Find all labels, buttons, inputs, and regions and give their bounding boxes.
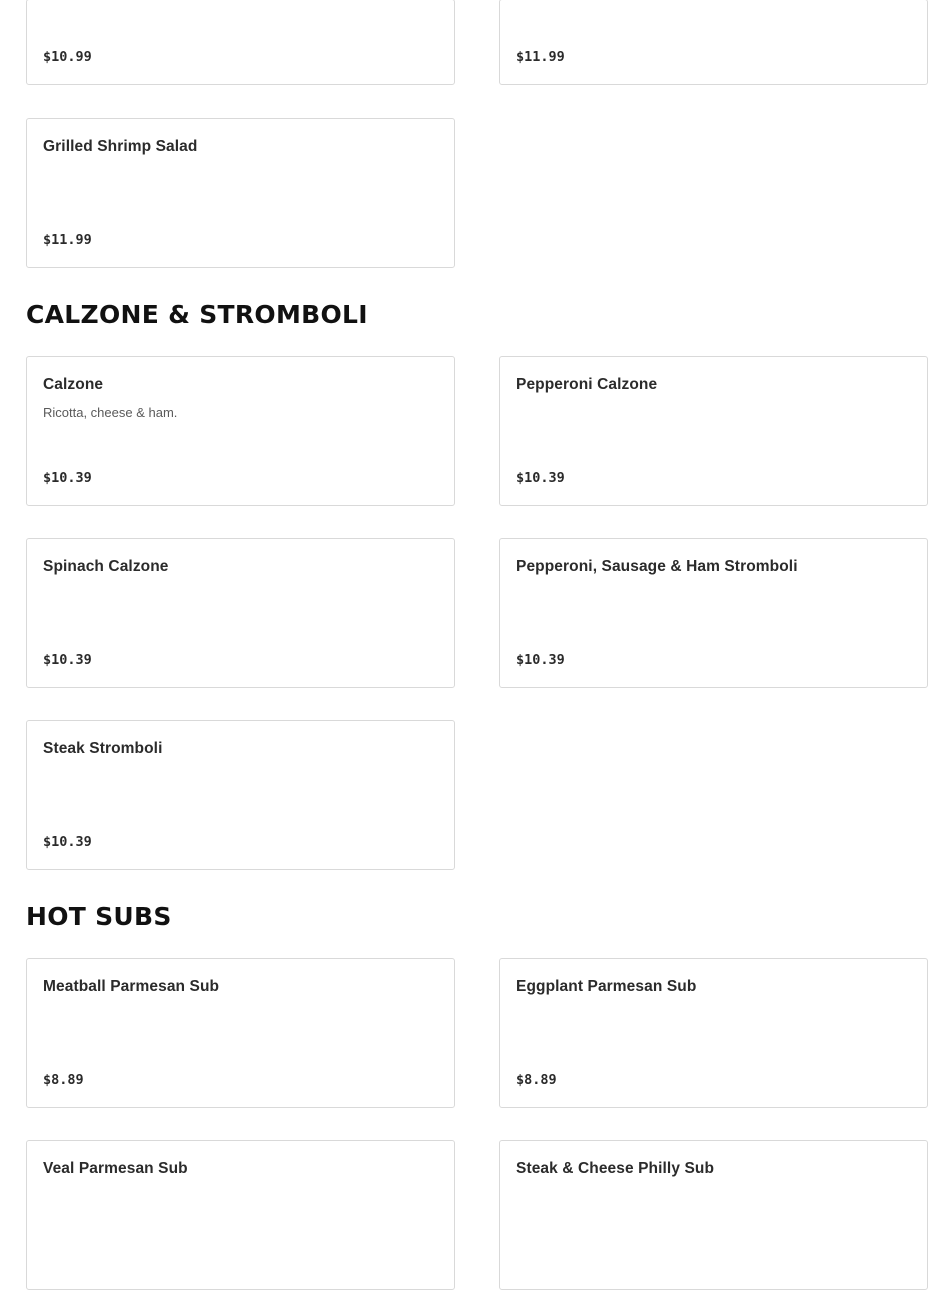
item-name: Pepperoni, Sausage & Ham Stromboli bbox=[516, 558, 798, 575]
item-price: $10.39 bbox=[516, 470, 565, 486]
section-title-calzone-stromboli: CALZONE & STROMBOLI bbox=[26, 300, 368, 329]
section-title-hot-subs: HOT SUBS bbox=[26, 902, 172, 931]
item-name: Eggplant Parmesan Sub bbox=[516, 978, 697, 995]
item-name: Meatball Parmesan Sub bbox=[43, 978, 220, 995]
item-price: $10.39 bbox=[43, 470, 92, 486]
item-name: Spinach Calzone bbox=[43, 558, 169, 575]
menu-item-card[interactable] bbox=[499, 958, 928, 1108]
item-name: Steak & Cheese Philly Sub bbox=[516, 1160, 715, 1177]
menu-item-card[interactable] bbox=[499, 0, 928, 85]
item-name: Pepperoni Calzone bbox=[516, 376, 658, 393]
item-price: $8.89 bbox=[43, 1072, 84, 1088]
item-description: Ricotta, cheese & ham. bbox=[43, 405, 178, 420]
item-price: $11.99 bbox=[516, 49, 565, 65]
menu-item-card[interactable] bbox=[26, 720, 455, 870]
menu-item-card[interactable] bbox=[26, 118, 455, 268]
menu-item-card[interactable] bbox=[26, 958, 455, 1108]
item-price: $8.89 bbox=[516, 1072, 557, 1088]
menu-item-card[interactable] bbox=[26, 538, 455, 688]
item-name: Grilled Shrimp Salad bbox=[43, 138, 198, 155]
item-price: $10.39 bbox=[43, 834, 92, 850]
menu-item-card[interactable] bbox=[499, 538, 928, 688]
menu-item-card[interactable] bbox=[499, 1140, 928, 1290]
item-price: $11.99 bbox=[43, 232, 92, 248]
item-price: $10.99 bbox=[43, 49, 92, 65]
menu-item-card[interactable] bbox=[26, 356, 455, 506]
item-price: $10.39 bbox=[43, 652, 92, 668]
menu-item-card[interactable] bbox=[26, 1140, 455, 1290]
item-price: $10.39 bbox=[516, 652, 565, 668]
item-name: Steak Stromboli bbox=[43, 740, 163, 757]
menu-item-card[interactable] bbox=[26, 0, 455, 85]
menu-item-card[interactable] bbox=[499, 356, 928, 506]
item-name: Veal Parmesan Sub bbox=[43, 1160, 188, 1177]
item-name: Calzone bbox=[43, 376, 104, 393]
